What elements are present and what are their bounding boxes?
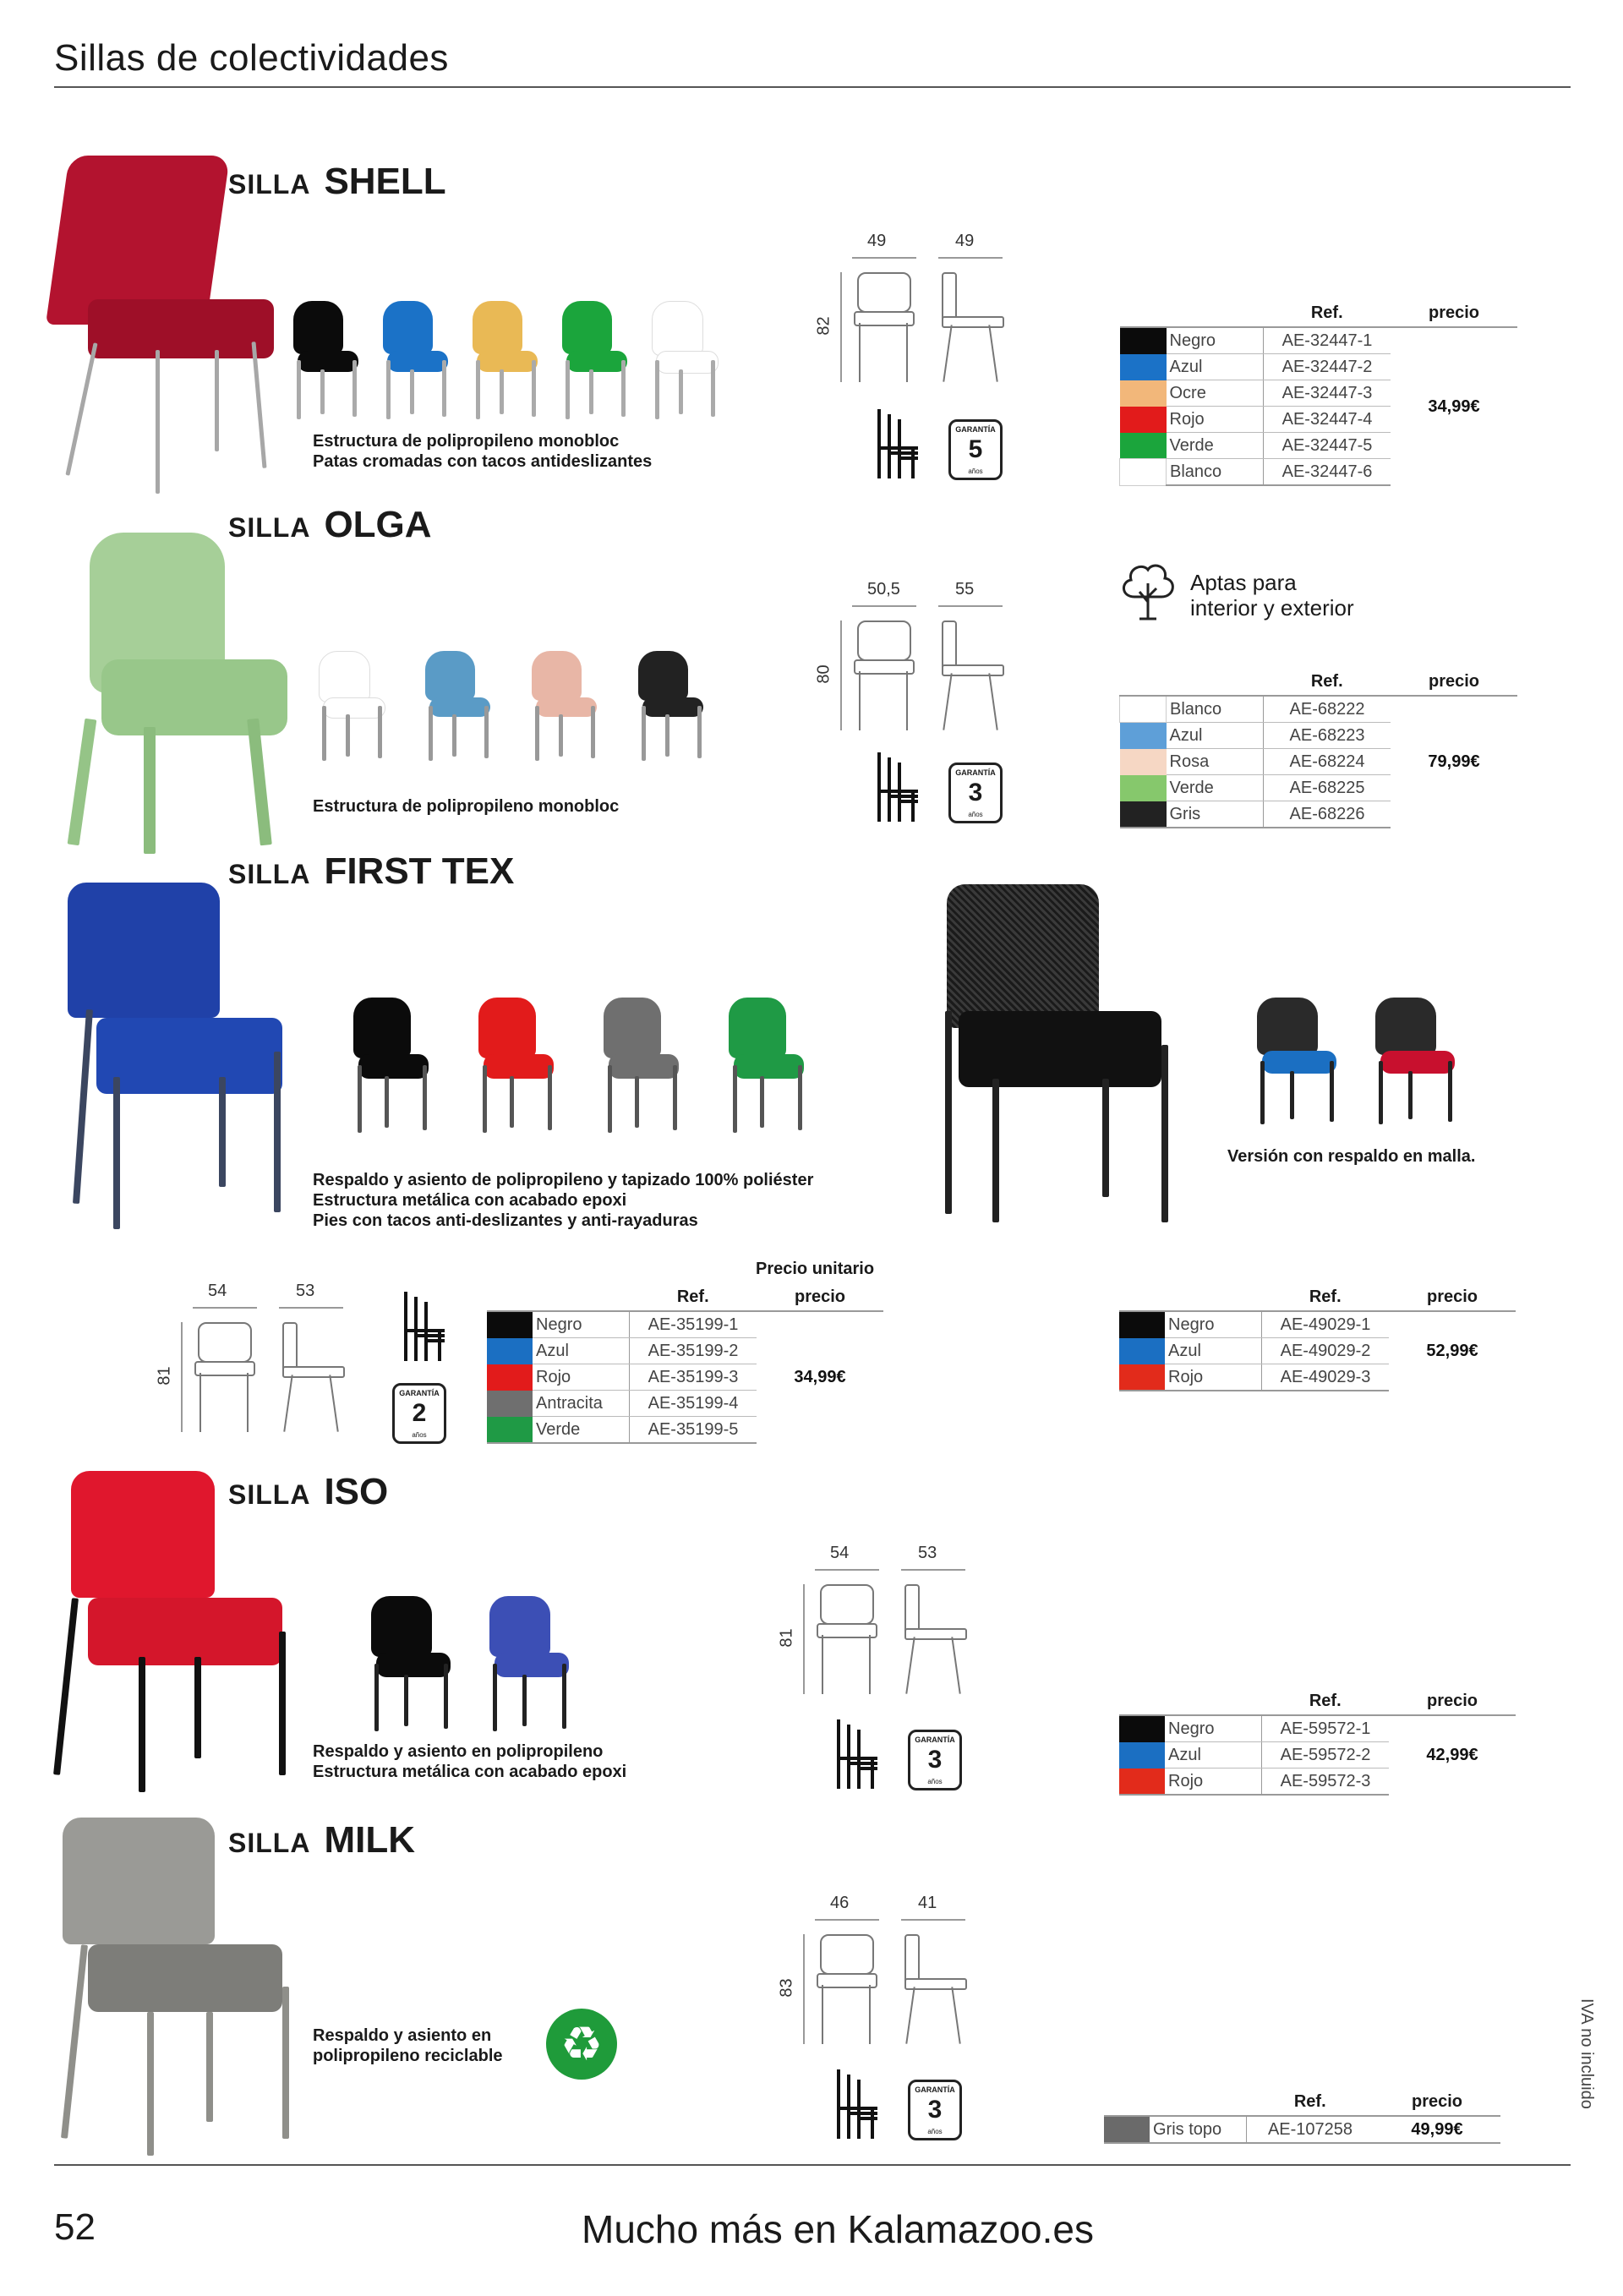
olga-description: Estructura de polipropileno monobloc — [313, 797, 620, 816]
ref-code: AE-32447-3 — [1264, 380, 1391, 407]
price-header: precio — [1389, 1687, 1516, 1715]
tree-icon — [1118, 558, 1178, 622]
width-arrow — [815, 1919, 879, 1921]
color-name: Rosa — [1167, 749, 1264, 775]
table-header-blank — [487, 1283, 630, 1311]
shell-color-variants — [286, 301, 734, 428]
width-value: 50,5 — [867, 580, 900, 599]
front-view-leg — [906, 323, 908, 382]
ref-header: Ref. — [1264, 299, 1391, 327]
color-swatch — [1119, 1768, 1165, 1796]
warranty-unit: años — [968, 811, 983, 818]
color-name: Gris — [1167, 801, 1264, 828]
ref-code: AE-68224 — [1264, 749, 1391, 775]
ref-header: Ref. — [1247, 2088, 1374, 2116]
color-swatch — [1120, 327, 1167, 354]
table-row — [1104, 2116, 1500, 2143]
color-name: Negro — [533, 1311, 630, 1338]
color-name: Negro — [1165, 1311, 1262, 1338]
color-variant-chair — [311, 651, 387, 761]
warranty-badge — [948, 763, 1003, 823]
front-view-leg — [822, 1985, 823, 2044]
height-value: 83 — [777, 1978, 796, 1998]
footer-divider — [54, 2164, 1571, 2166]
warranty-years: 3 — [927, 1746, 943, 1774]
warranty-label: GARANTÍA — [955, 768, 996, 777]
color-name: Verde — [1167, 433, 1264, 459]
ref-code: AE-35199-3 — [630, 1364, 757, 1391]
width-arrow — [815, 1569, 879, 1571]
ref-code: AE-49029-2 — [1262, 1338, 1390, 1364]
depth-value: 53 — [296, 1282, 315, 1300]
color-swatch — [1120, 696, 1167, 723]
olga-chair-main-image — [59, 533, 287, 854]
table-header-blank — [1119, 1687, 1262, 1715]
color-variant-chair — [470, 998, 558, 1133]
depth-value: 53 — [918, 1544, 937, 1562]
color-swatch — [1120, 380, 1167, 407]
iso-price-table — [1119, 1687, 1516, 1796]
page-title: Sillas de colectividades — [54, 37, 449, 79]
color-name: Azul — [533, 1338, 630, 1364]
vat-note: IVA no incluido — [1577, 1998, 1596, 2109]
price-value: 42,99€ — [1426, 1746, 1478, 1764]
color-name: Rojo — [1167, 407, 1264, 433]
front-view-leg — [869, 1635, 871, 1694]
side-view-leg — [329, 1375, 338, 1432]
color-name: Blanco — [1167, 696, 1264, 723]
color-variant-chair — [480, 1596, 573, 1731]
color-swatch — [487, 1391, 533, 1417]
price-header: precio — [1389, 1283, 1516, 1311]
shell-badges — [871, 406, 1014, 490]
color-swatch — [1119, 1338, 1165, 1364]
color-variant-chair — [465, 301, 541, 419]
outdoor-note: Aptas para interior y exterior — [1190, 570, 1354, 620]
front-view-back — [857, 272, 911, 313]
price-value: 52,99€ — [1426, 1342, 1478, 1360]
color-variant-chair — [345, 998, 433, 1133]
table-row — [1120, 696, 1518, 723]
width-value: 49 — [867, 232, 887, 250]
color-swatch — [1120, 354, 1167, 380]
warranty-badge — [948, 419, 1003, 480]
front-view-back — [820, 1584, 874, 1625]
color-variant-chair — [1248, 998, 1341, 1124]
color-name: Antracita — [533, 1391, 630, 1417]
shell-description: Estructura de polipropileno monobloc Patas cromadas con tacos antideslizantes — [313, 432, 653, 471]
side-view-leg — [283, 1375, 292, 1432]
color-swatch — [1120, 433, 1167, 459]
width-arrow — [193, 1307, 257, 1309]
price-value: 34,99€ — [794, 1368, 846, 1386]
color-name: Blanco — [1167, 459, 1264, 486]
ref-code: AE-35199-2 — [630, 1338, 757, 1364]
color-name: Gris topo — [1150, 2116, 1247, 2143]
ref-code: AE-68223 — [1264, 723, 1391, 749]
unit-price-label: Precio unitario — [756, 1260, 875, 1278]
ref-header: Ref. — [1262, 1687, 1390, 1715]
milk-price-table — [1104, 2088, 1500, 2144]
ref-code: AE-35199-1 — [630, 1311, 757, 1338]
firsttex-color-variants — [345, 998, 835, 1141]
price-header: precio — [1391, 299, 1517, 327]
color-variant-chair — [286, 301, 362, 419]
color-name: Rojo — [1165, 1768, 1262, 1796]
price-header: precio — [1391, 668, 1517, 696]
ref-code: AE-59572-3 — [1262, 1768, 1390, 1796]
width-arrow — [852, 605, 916, 607]
firsttex-chair-main-image — [63, 883, 299, 1229]
ref-code: AE-59572-1 — [1262, 1715, 1390, 1742]
color-variant-chair — [555, 301, 631, 419]
warranty-years: 5 — [968, 435, 983, 463]
firsttex-dimensions — [155, 1282, 363, 1442]
warranty-unit: años — [412, 1431, 427, 1439]
height-arrow — [803, 1584, 805, 1694]
color-name: Azul — [1165, 1338, 1262, 1364]
color-swatch — [487, 1338, 533, 1364]
firsttex-mesh-chair-image — [933, 884, 1187, 1231]
color-swatch — [487, 1364, 533, 1391]
color-name: Negro — [1165, 1715, 1262, 1742]
height-value: 82 — [814, 316, 833, 336]
color-name: Azul — [1165, 1742, 1262, 1768]
depth-arrow — [938, 605, 1003, 607]
header-divider — [54, 86, 1571, 88]
milk-dimensions — [777, 1894, 977, 2054]
color-variant-chair — [524, 651, 600, 761]
price-value: 49,99€ — [1374, 2116, 1500, 2143]
iso-title: SILLA ISO — [228, 1471, 389, 1512]
ref-code: AE-32447-5 — [1264, 433, 1391, 459]
color-variant-chair — [720, 998, 808, 1133]
color-swatch — [487, 1311, 533, 1338]
side-view-leg — [943, 325, 952, 382]
depth-value: 49 — [955, 232, 975, 250]
front-view-back — [820, 1934, 874, 1975]
page-number: 52 — [54, 2206, 96, 2248]
color-variant-chair — [362, 1596, 455, 1731]
depth-arrow — [279, 1307, 343, 1309]
ref-code: AE-32447-2 — [1264, 354, 1391, 380]
price-value: 79,99€ — [1428, 752, 1480, 771]
warranty-years: 3 — [927, 2096, 943, 2124]
front-view-leg — [822, 1635, 823, 1694]
warranty-label: GARANTÍA — [915, 2086, 955, 2094]
depth-arrow — [938, 257, 1003, 259]
color-name: Verde — [1167, 775, 1264, 801]
ref-code: AE-35199-4 — [630, 1391, 757, 1417]
color-name: Rojo — [1165, 1364, 1262, 1391]
table-header-blank — [1119, 1283, 1262, 1311]
stackable-icon — [871, 406, 921, 482]
width-value: 54 — [208, 1282, 227, 1300]
table-header-blank — [1104, 2088, 1247, 2116]
milk-description: Respaldo y asiento en polipropileno reciclable — [313, 2026, 503, 2065]
color-variant-chair — [595, 998, 683, 1133]
height-value: 81 — [777, 1628, 796, 1648]
width-value: 46 — [830, 1894, 850, 1912]
footer-slogan: Mucho más en Kalamazoo.es — [582, 2207, 1094, 2251]
table-header-blank — [1120, 299, 1264, 327]
side-view-leg — [951, 1637, 960, 1694]
warranty-badge — [392, 1383, 446, 1444]
iso-color-variants — [362, 1596, 598, 1740]
side-view-leg — [951, 1987, 960, 2044]
price-value: 34,99€ — [1428, 396, 1480, 416]
front-view-back — [198, 1322, 252, 1363]
width-value: 54 — [830, 1544, 850, 1562]
olga-color-variants — [311, 651, 734, 769]
stackable-icon — [830, 1716, 881, 1792]
side-view-leg — [988, 673, 997, 730]
stackable-icon — [871, 749, 921, 825]
table-header-blank — [1120, 668, 1264, 696]
color-swatch — [1120, 749, 1167, 775]
side-view-leg — [905, 1637, 915, 1694]
ref-code: AE-68226 — [1264, 801, 1391, 828]
price-header: precio — [757, 1283, 883, 1311]
olga-badges — [871, 749, 1014, 834]
color-name: Negro — [1167, 327, 1264, 354]
ref-code: AE-32447-4 — [1264, 407, 1391, 433]
color-swatch — [1104, 2116, 1150, 2143]
ref-header: Ref. — [630, 1283, 757, 1311]
side-view-leg — [988, 325, 997, 382]
warranty-label: GARANTÍA — [399, 1389, 440, 1397]
firsttex-mesh-note: Versión con respaldo en malla. — [1227, 1147, 1476, 1166]
firsttex-badges — [391, 1288, 458, 1454]
height-arrow — [803, 1934, 805, 2044]
ref-code: AE-32447-6 — [1264, 459, 1391, 486]
warranty-years: 2 — [412, 1399, 427, 1427]
color-swatch — [487, 1417, 533, 1444]
olga-title: SILLA OLGA — [228, 504, 432, 545]
table-row — [487, 1311, 883, 1338]
iso-chair-main-image — [54, 1471, 299, 1792]
table-row — [1119, 1311, 1516, 1338]
color-swatch — [1120, 407, 1167, 433]
height-arrow — [181, 1322, 183, 1432]
warranty-unit: años — [927, 2128, 943, 2135]
ref-code: AE-49029-3 — [1262, 1364, 1390, 1391]
warranty-label: GARANTÍA — [915, 1736, 955, 1744]
depth-value: 41 — [918, 1894, 937, 1912]
height-arrow — [840, 620, 842, 730]
table-row — [1120, 327, 1518, 354]
front-view-leg — [859, 671, 861, 730]
ref-code: AE-68225 — [1264, 775, 1391, 801]
front-view-leg — [906, 671, 908, 730]
depth-value: 55 — [955, 580, 975, 599]
depth-arrow — [901, 1569, 965, 1571]
iso-dimensions — [777, 1544, 977, 1704]
color-name: Verde — [533, 1417, 630, 1444]
olga-price-table — [1119, 668, 1517, 828]
front-view-leg — [199, 1373, 201, 1432]
firsttex-mesh-variants — [1248, 998, 1484, 1133]
olga-dimensions — [814, 580, 1014, 741]
warranty-label: GARANTÍA — [955, 425, 996, 434]
shell-chair-main-image — [54, 156, 282, 494]
firsttex-title: SILLA FIRST TEX — [228, 850, 515, 892]
ref-code: AE-32447-1 — [1264, 327, 1391, 354]
color-name: Azul — [1167, 723, 1264, 749]
firsttex-description: Respaldo y asiento de polipropileno y tapizado 100% poliéster Estructura metálica con acabado epoxi Pies con tacos anti-deslizantes y anti-rayaduras — [313, 1171, 814, 1230]
color-name: Ocre — [1167, 380, 1264, 407]
color-variant-chair — [631, 651, 707, 761]
front-view-leg — [859, 323, 861, 382]
color-variant-chair — [418, 651, 494, 761]
iso-badges — [830, 1716, 974, 1801]
height-value: 81 — [155, 1366, 174, 1386]
color-variant-chair — [375, 301, 451, 419]
shell-title: SILLA SHELL — [228, 161, 446, 202]
iso-description: Respaldo y asiento en polipropileno Estructura metálica con acabado epoxi — [313, 1742, 627, 1781]
milk-chair-main-image — [54, 1818, 299, 2156]
warranty-unit: años — [927, 1778, 943, 1785]
color-swatch — [1119, 1715, 1165, 1742]
front-view-back — [857, 620, 911, 661]
side-view-leg — [943, 673, 952, 730]
ref-header: Ref. — [1262, 1283, 1390, 1311]
depth-arrow — [901, 1919, 965, 1921]
shell-price-table — [1119, 299, 1517, 486]
milk-title: SILLA MILK — [228, 1819, 415, 1861]
color-swatch — [1120, 459, 1167, 486]
shell-dimensions — [814, 232, 1014, 392]
side-view-leg — [905, 1987, 915, 2044]
color-name: Rojo — [533, 1364, 630, 1391]
front-view-leg — [869, 1985, 871, 2044]
firsttex-price-table — [487, 1283, 883, 1444]
color-swatch — [1120, 775, 1167, 801]
firsttex-mesh-price-table — [1119, 1283, 1516, 1391]
table-row — [1119, 1715, 1516, 1742]
color-name: Azul — [1167, 354, 1264, 380]
height-value: 80 — [814, 664, 833, 684]
color-swatch — [1119, 1364, 1165, 1391]
ref-header: Ref. — [1264, 668, 1391, 696]
stackable-icon — [830, 2066, 881, 2142]
ref-code: AE-107258 — [1247, 2116, 1374, 2143]
color-swatch — [1119, 1311, 1165, 1338]
ref-code: AE-68222 — [1264, 696, 1391, 723]
height-arrow — [840, 272, 842, 382]
warranty-badge — [908, 1730, 962, 1790]
color-variant-chair — [644, 301, 720, 419]
warranty-years: 3 — [968, 779, 983, 806]
recycle-icon: ♻ — [546, 2009, 617, 2080]
ref-code: AE-49029-1 — [1262, 1311, 1390, 1338]
ref-code: AE-59572-2 — [1262, 1742, 1390, 1768]
color-swatch — [1119, 1742, 1165, 1768]
stackable-icon — [397, 1288, 448, 1356]
warranty-unit: años — [968, 467, 983, 475]
ref-code: AE-35199-5 — [630, 1417, 757, 1444]
front-view-leg — [247, 1373, 249, 1432]
warranty-badge — [908, 2080, 962, 2140]
color-variant-chair — [1366, 998, 1459, 1124]
price-header: precio — [1374, 2088, 1500, 2116]
width-arrow — [852, 257, 916, 259]
color-swatch — [1120, 723, 1167, 749]
color-swatch — [1120, 801, 1167, 828]
milk-badges — [830, 2066, 974, 2151]
